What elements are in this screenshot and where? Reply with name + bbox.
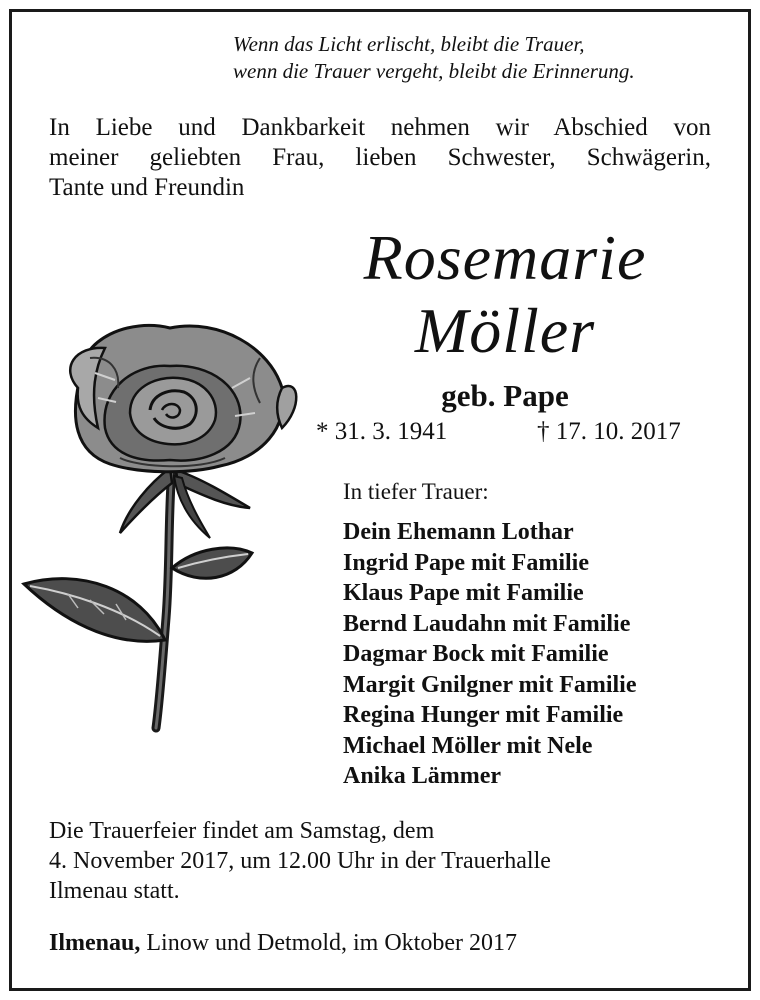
intro-text: [49, 113, 711, 203]
rose-leaf-right: [172, 548, 252, 578]
deceased-last-name: Möller: [414, 295, 596, 366]
mourner: Michael Möller mit Nele: [343, 732, 593, 759]
deceased-first-name: Rosemarie: [363, 222, 647, 293]
mourner: Regina Hunger mit Familie: [343, 702, 624, 728]
intro-line-3: Tante und Freundin: [49, 174, 245, 201]
rose-sepals: [120, 468, 250, 538]
mourner: Ingrid Pape mit Familie: [343, 549, 589, 576]
motto: [233, 31, 723, 85]
birth-date: * 31. 3. 1941: [316, 418, 448, 445]
maiden-name: geb. Pape: [441, 378, 569, 413]
motto-line-1: Wenn das Licht erlischt, bleibt die Trauer,: [233, 32, 585, 56]
mourning-label: In tiefer Trauer:: [343, 479, 489, 504]
mourner: Dein Ehemann Lothar: [343, 519, 574, 545]
place-date: [49, 928, 517, 958]
rose-leaf-left: [24, 579, 165, 642]
rose-illustration: [20, 318, 310, 738]
ceremony-line-1: Die Trauerfeier findet am Samstag, dem: [49, 818, 435, 844]
place-name: Ilmenau,: [49, 930, 141, 956]
mourner: Klaus Pape mit Familie: [343, 580, 584, 606]
mourners-list: [343, 517, 637, 792]
mourner: Margit Gnilgner mit Familie: [343, 671, 637, 698]
ceremony-line-3: Ilmenau statt.: [49, 878, 180, 904]
ceremony-notice: [49, 816, 669, 906]
motto-line-2: wenn die Trauer vergeht, bleibt die Erinnerung.: [233, 59, 635, 83]
intro-line-1: In Liebe und Dankbarkeit nehmen wir Abschied von: [49, 114, 711, 141]
place-date-rest: Linow und Detmold, im Oktober 2017: [140, 930, 517, 956]
mourner: Dagmar Bock mit Familie: [343, 641, 609, 667]
rose-bloom: [70, 325, 296, 471]
ceremony-line-2: 4. November 2017, um 12.00 Uhr in der Trauerhalle: [49, 848, 551, 874]
mourner: Anika Lämmer: [343, 763, 501, 789]
death-date: † 17. 10. 2017: [537, 418, 681, 445]
mourner: Bernd Laudahn mit Familie: [343, 610, 631, 637]
intro-line-2: meiner geliebten Frau, lieben Schwester, Schwägerin,: [49, 144, 711, 171]
rose-stem: [156, 468, 172, 728]
